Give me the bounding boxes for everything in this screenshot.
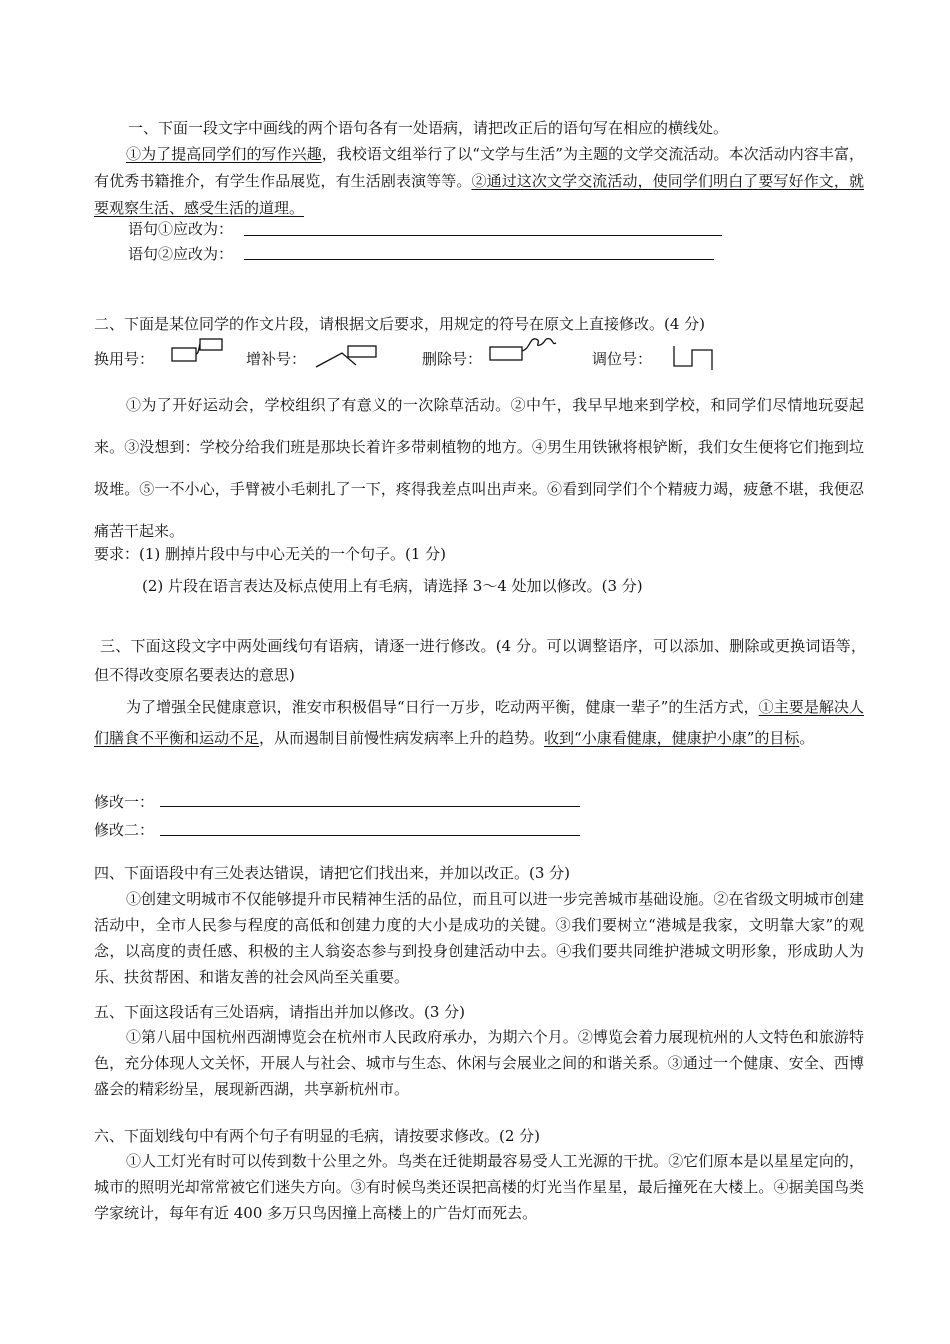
q2-requirement-1: 要求：(1) 删掉片段中与中心无关的一个句子。(1 分) (94, 545, 447, 563)
replace-symbol-label: 换用号： (94, 350, 155, 368)
q3-fix-1-label: 修改一： (94, 793, 155, 811)
q1-title: 一、下面一段文字中画线的两个语句各有一处语病，请把改正后的语句写在相应的横线处。 (128, 119, 729, 137)
q1-passage (94, 141, 864, 222)
q1-answer-1-line[interactable] (244, 235, 722, 236)
q3-underlined-sentence-1: ①主要是解决人们膳食不平衡和运动不足 (94, 698, 864, 747)
delete-symbol-label: 删除号： (422, 350, 483, 368)
q1-answer-1-label: 语句①应改为： (128, 220, 234, 238)
insert-mark-icon (312, 340, 382, 370)
q3-title: 三、下面这段文字中两处画线句有语病，请逐一进行修改。(4 分。可以调整语序，可以添加、删除或更换词语等，但不得改变原名要表达的意思) (94, 637, 866, 684)
q5-title: 五、下面这段话有三处语病，请指出并加以修改。(3 分) (94, 1003, 466, 1021)
q3-passage-end: 。 (799, 729, 815, 747)
q6-title: 六、下面划线句中有两个句子有明显的毛病，请按要求修改。(2 分) (94, 1127, 541, 1145)
q3-underlined-sentence-2: 收到“小康看健康，健康护小康”的目标 (544, 729, 800, 747)
q2-requirement-2: (2) 片段在语言表达及标点使用上有毛病，请选择 3～4 处加以修改。(3 分) (142, 577, 643, 595)
q3-fix-2-line[interactable] (160, 835, 580, 836)
q1-underlined-sentence-2: ②通过这次文学交流活动，使同学们明白了要写好作文，就要观察生活、感受生活的道理。 (94, 172, 864, 217)
q1-passage-middle: ，我校语文组举行了以“文学与生活”为主题的文学交流活动。本次活动内容丰富，有优秀书籍推介，有学生作品展览，有生活剧表演等等。 (94, 145, 864, 190)
q2-title: 二、下面是某位同学的作文片段，请根据文后要求，用规定的符号在原文上直接修改。(4 分) (94, 315, 706, 333)
q3-fix-1-line[interactable] (160, 806, 580, 807)
q3-passage (94, 692, 864, 754)
q4-title: 四、下面语段中有三处表达错误，请把它们找出来，并加以改正。(3 分) (94, 864, 571, 882)
swap-mark-icon (670, 342, 718, 372)
replace-mark-icon (170, 336, 226, 366)
q1-underlined-sentence-1: ①为了提高同学们的写作兴趣 (126, 145, 322, 163)
q6-passage: ①人工灯光有时可以传到数十公里之外。鸟类在迁徙期最容易受人工光源的干扰。②它们原本是以星星定向的，城市的照明光却常常被它们迷失方向。③有时候鸟类还误把高楼的灯光当作星星，最后撞死在大楼上。④据美国鸟类学家统计，每年有近 400 多万只鸟因撞上高楼上的广告灯而死去。 (94, 1152, 864, 1222)
q3-fix-2-label: 修改二： (94, 821, 155, 839)
q1-answer-2-line[interactable] (244, 259, 714, 260)
delete-mark-icon (486, 333, 558, 365)
q2-passage: ①为了开好运动会，学校组织了有意义的一次除草活动。②中午，我早早地来到学校，和同学们尽情地玩耍起来。③没想到：学校分给我们班是那块长着许多带刺植物的地方。④男生用铁锹将根铲断，我们女生便将它们拖到垃圾堆。⑤一不小心，手臂被小毛刺扎了一下，疼得我差点叫出声来。⑥看到同学们个个精疲力竭，疲惫不堪，我便忍痛苦干起来。 (94, 396, 864, 540)
q4-passage: ①创建文明城市不仅能够提升市民精神生活的品位，而且可以进一步完善城市基础设施。②在省级文明城市创建活动中，全市人民参与程度的高低和创建力度的大小是成功的关键。③我们要树立“港城是我家，文明靠大家”的观念，以高度的责任感、积极的主人翁姿态参与到投身创建活动中去。④我们要共同维护港城文明形象，形成助人为乐、扶贫帮困、和谐友善的社会风尚至关重要。 (94, 890, 864, 986)
insert-symbol-label: 增补号： (246, 350, 307, 368)
q3-passage-start: 为了增强全民健康意识，淮安市积极倡导“日行一万步，吃动两平衡，健康一辈子”的生活方式， (126, 698, 759, 716)
q5-passage: ①第八届中国杭州西湖博览会在杭州市人民政府承办，为期六个月。②博览会着力展现杭州的人文特色和旅游特色，充分体现人文关怀，开展人与社会、城市与生态、休闲与会展业之间的和谐关系。③通过一个健康、安全、西博盛会的精彩纷呈，展现新西湖，共享新杭州市。 (94, 1028, 864, 1098)
swap-symbol-label: 调位号： (592, 350, 653, 368)
q1-answer-2-label: 语句②应改为： (128, 245, 234, 263)
q3-passage-middle: ，从而遏制目前慢性病发病率上升的趋势。 (259, 729, 545, 747)
